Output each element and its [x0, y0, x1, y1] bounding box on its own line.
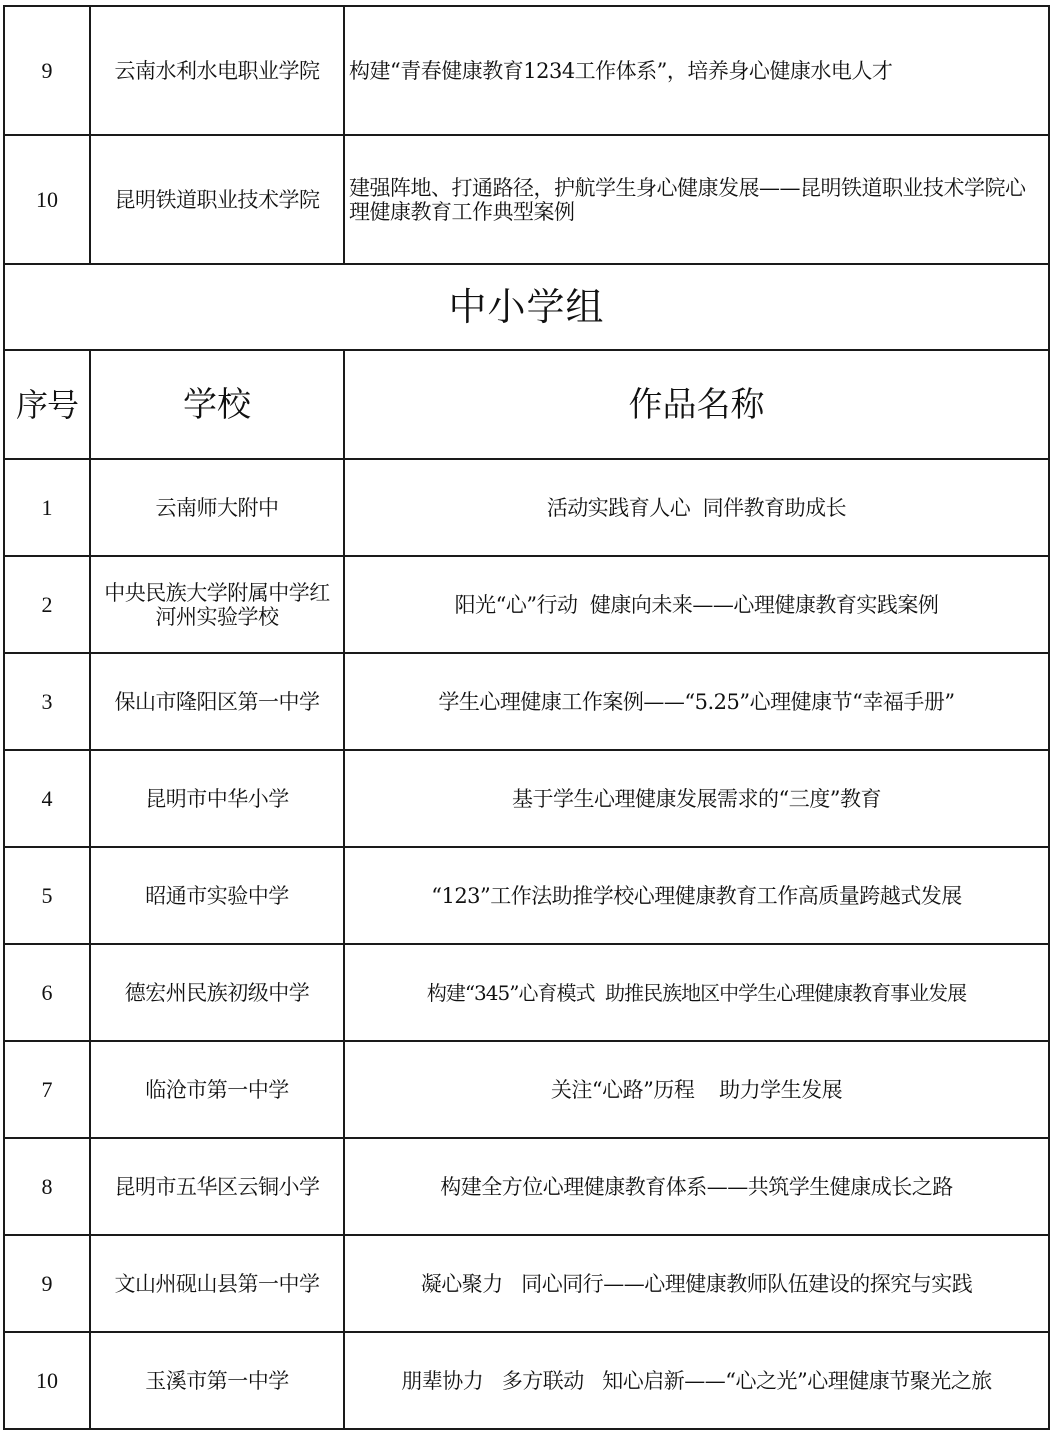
section-row	[4, 264, 1049, 350]
work-title: “123”工作法助推学校心理健康教育工作高质量跨越式发展	[344, 847, 1049, 944]
school-name: 德宏州民族初级中学	[90, 944, 344, 1041]
table-row	[4, 1138, 1049, 1235]
row-number: 5	[4, 847, 90, 944]
row-number: 10	[4, 1332, 90, 1429]
header-number: 序号	[4, 350, 90, 459]
row-number: 9	[4, 6, 90, 135]
school-name: 玉溪市第一中学	[90, 1332, 344, 1429]
work-title: 关注“心路”历程 助力学生发展	[344, 1041, 1049, 1138]
school-name: 昭通市实验中学	[90, 847, 344, 944]
row-number: 2	[4, 556, 90, 653]
table-row	[4, 135, 1049, 264]
row-number: 3	[4, 653, 90, 750]
table-row	[4, 847, 1049, 944]
table-row	[4, 653, 1049, 750]
school-name: 云南师大附中	[90, 459, 344, 556]
row-number: 6	[4, 944, 90, 1041]
table-row	[4, 556, 1049, 653]
table-row	[4, 944, 1049, 1041]
work-title: 阳光“心”行动 健康向未来——心理健康教育实践案例	[344, 556, 1049, 653]
row-number: 8	[4, 1138, 90, 1235]
row-number: 9	[4, 1235, 90, 1332]
school-name: 文山州砚山县第一中学	[90, 1235, 344, 1332]
school-name: 临沧市第一中学	[90, 1041, 344, 1138]
header-title: 作品名称	[344, 350, 1049, 459]
work-title: 活动实践育人心 同伴教育助成长	[344, 459, 1049, 556]
row-number: 4	[4, 750, 90, 847]
school-name: 昆明市中华小学	[90, 750, 344, 847]
work-title: 构建全方位心理健康教育体系——共筑学生健康成长之路	[344, 1138, 1049, 1235]
school-name: 保山市隆阳区第一中学	[90, 653, 344, 750]
work-title: 建强阵地、打通路径，护航学生身心健康发展——昆明铁道职业技术学院心理健康教育工作典型案例	[344, 135, 1049, 264]
table-row	[4, 6, 1049, 135]
header-row	[4, 350, 1049, 459]
school-name: 中央民族大学附属中学红河州实验学校	[90, 556, 344, 653]
work-title: 凝心聚力 同心同行——心理健康教师队伍建设的探究与实践	[344, 1235, 1049, 1332]
table-row	[4, 750, 1049, 847]
school-name: 昆明铁道职业技术学院	[90, 135, 344, 264]
school-name: 昆明市五华区云铜小学	[90, 1138, 344, 1235]
work-title: 基于学生心理健康发展需求的“三度”教育	[344, 750, 1049, 847]
section-title: 中小学组	[4, 264, 1049, 350]
school-name: 云南水利水电职业学院	[90, 6, 344, 135]
work-title: 构建“青春健康教育1234工作体系”，培养身心健康水电人才	[344, 6, 1049, 135]
row-number: 7	[4, 1041, 90, 1138]
awards-table	[3, 5, 1050, 1430]
row-number: 10	[4, 135, 90, 264]
work-title: 学生心理健康工作案例——“5.25”心理健康节“幸福手册”	[344, 653, 1049, 750]
work-title: 朋辈协力 多方联动 知心启新——“心之光”心理健康节聚光之旅	[344, 1332, 1049, 1429]
work-title: 构建“345”心育模式 助推民族地区中学生心理健康教育事业发展	[344, 944, 1049, 1041]
table-row	[4, 1235, 1049, 1332]
row-number: 1	[4, 459, 90, 556]
header-school: 学校	[90, 350, 344, 459]
table-row	[4, 459, 1049, 556]
table-row	[4, 1041, 1049, 1138]
table-row	[4, 1332, 1049, 1429]
